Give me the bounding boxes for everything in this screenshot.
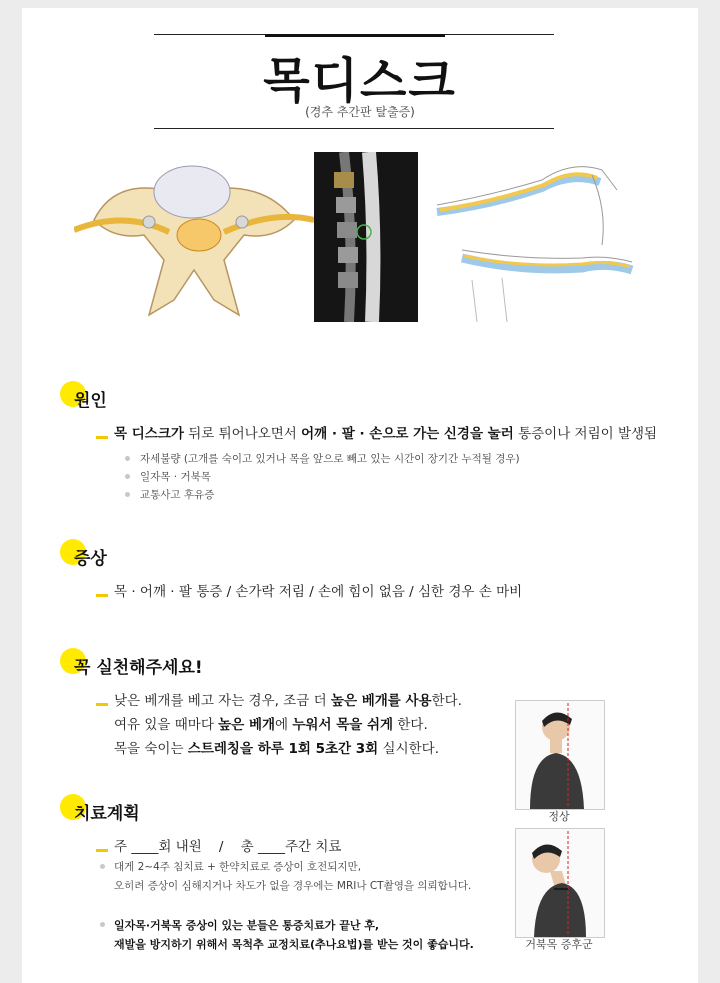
practice-l2-a: 여유 있을 때마다 [114,717,219,733]
practice-l1-c: 한다. [431,693,462,709]
practice-dash [96,703,108,706]
plan-note-1: 대게 2~4주 침치료 + 한약치료로 증상이 호전되지만, [114,861,362,873]
symptom-dash [96,594,108,597]
cause-main-p1: 목 디스크가 [114,426,184,442]
mri-image [314,152,418,322]
plan-bullet-1 [100,864,105,869]
cause-main-p4: 통증이나 저림이 발생됨 [513,426,658,442]
page-title: 목디스크 [263,53,457,109]
practice-line-1 [114,689,462,709]
symptom-title: 증상 [74,549,107,569]
vertebra-illustration [74,150,314,322]
practice-line-3 [114,737,439,757]
cause-dash [96,436,108,439]
plan-title: 치료계획 [74,804,140,824]
plan-dash [96,849,108,852]
practice-l2-d: 누워서 목을 쉬게 [292,717,394,733]
turtle-neck-caption: 거북목 증후군 [525,938,593,951]
arm-nerve-diagram [432,150,642,322]
symptom-main: 목 · 어깨 · 팔 통증 / 손가락 저림 / 손에 힘이 없음 / 심한 경우 손 마비 [114,584,523,600]
cause-bullet-1 [125,456,130,461]
practice-l3-a: 목을 숙이는 [114,741,188,757]
plan-note-4: 재발을 방지하기 위해서 목척추 교정치료(추나요법)를 받는 것이 좋습니다. [114,938,474,951]
practice-l3-b: 스트레칭을 하루 1회 5초간 3회 [187,741,379,757]
practice-l2-e: 한다. [393,717,428,733]
plan-note-3: 일자목·거북목 증상이 있는 분들은 통증치료가 끝난 후, [114,919,380,932]
cause-main-p3: 어깨 · 팔 · 손으로 가는 신경을 눌러 [301,426,514,442]
plan-note-2: 오히려 증상이 심해지거나 차도가 없을 경우에는 MRI나 CT촬영을 의뢰합니다. [114,880,472,892]
practice-l2-b: 높은 베개 [218,717,276,733]
practice-l2-c: 에 [275,717,293,733]
plan-bullet-2 [100,922,105,927]
page [22,8,698,983]
page-subtitle: (경추 추간판 탈출증) [305,105,415,119]
practice-title: 꼭 실천해주세요! [74,658,203,678]
cause-bullet-3 [125,492,130,497]
practice-l1-a: 낮은 베개를 베고 자는 경우, 조금 더 [114,693,331,709]
plan-main: 주 ____회 내원 / 총 ____주간 치료 [114,839,342,855]
cause-main-p2: 뒤로 튀어나오면서 [183,426,302,442]
practice-line-2 [114,713,428,733]
cause-bullet-2 [125,474,130,479]
turtle-neck-photo [515,828,605,938]
practice-l1-b: 높은 베개를 사용 [330,693,432,709]
cause-title: 원인 [74,391,107,411]
cause-main [114,422,657,442]
normal-posture-photo [515,700,605,810]
practice-l3-c: 실시한다. [378,741,439,757]
header-rule-accent [265,34,445,37]
cause-item-2: 일자목 · 거북목 [140,471,211,483]
cause-item-1: 자세불량 (고개를 숙이고 있거나 목을 앞으로 빼고 있는 시간이 장기간 누적될 경우) [140,453,520,465]
normal-posture-caption: 정상 [548,810,570,823]
cause-item-3: 교통사고 후유증 [140,489,215,501]
header-rule-bottom [154,128,554,129]
